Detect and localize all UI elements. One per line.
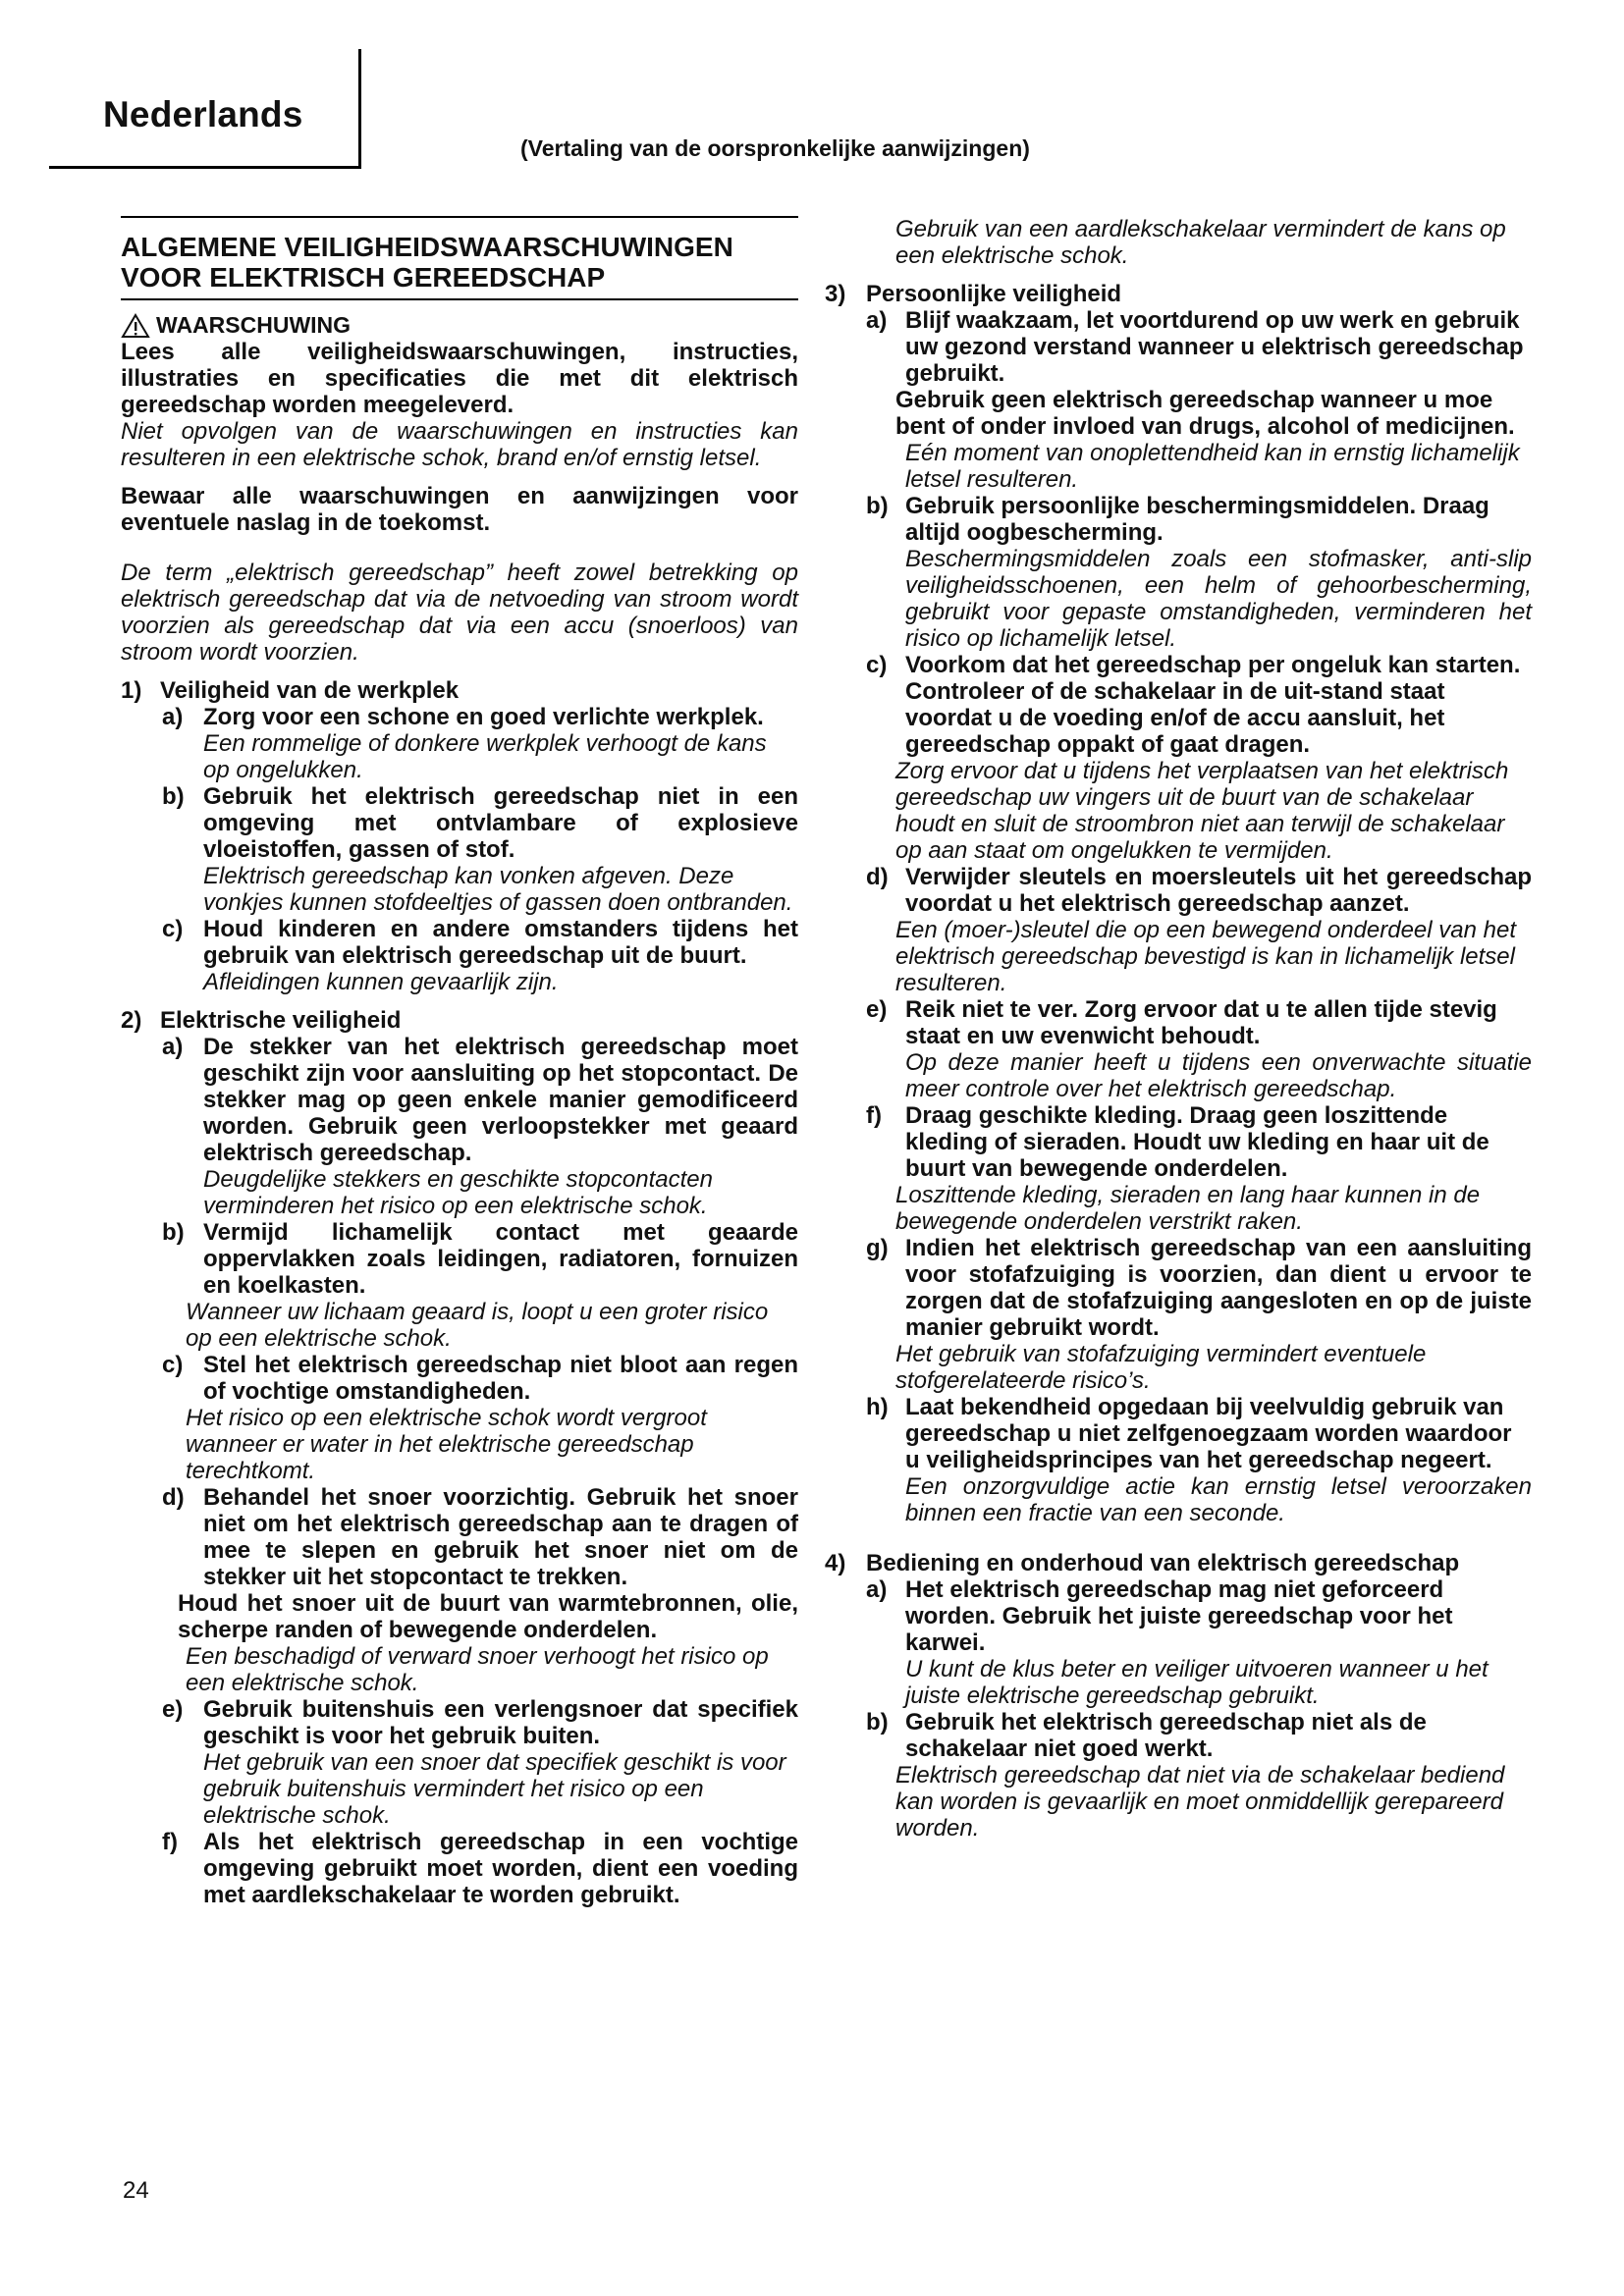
item-note: Elektrisch gereedschap kan vonken afgeven. Deze vonkjes kunnen stofdeeltjes of gassen doen ontbranden. [203, 863, 793, 916]
item-bold-text: Laat bekendheid opgedaan bij veelvuldig gebruik van gereedschap u niet zelfgenoegzaam worden waardoor u veiligheidsprincipes van het gereedschap negeert. [905, 1394, 1512, 1473]
term-definition-text: De term „elektrisch gereedschap” heeft zowel betrekking op elektrisch gereedschap dat via de netvoeding van stroom wordt voorzien als gereedschap dat via een accu (snoerloos) van stroom wordt voorzien. [121, 560, 798, 666]
item-note: Deugdelijke stekkers en geschikte stopcontacten verminderen het risico op een elektrische schok. [203, 1166, 713, 1219]
list-item [162, 1829, 798, 1908]
item-label: c) [162, 1352, 184, 1378]
item-label: c) [162, 916, 184, 942]
warning-bold-text: Lees alle veiligheidswaarschuwingen, instructies, illustraties en specificaties die met dit elektrisch gereedschap worden meegeleverd. [121, 339, 798, 418]
list-item [866, 1576, 1532, 1709]
item-note: Zorg ervoor dat u tijdens het verplaatsen van het elektrisch gereedschap uw vingers uit de buurt van de schakelaar houdt en sluit de stroombron niet aan terwijl de schakelaar op aan staat om ongelukken te vermijden. [895, 758, 1509, 864]
section-title: Bediening en onderhoud van elektrisch gereedschap [866, 1550, 1460, 1576]
list-item [866, 493, 1532, 652]
item-bold-text: Reik niet te ver. Zorg ervoor dat u te allen tijde stevig staat en uw evenwicht behoudt. [905, 996, 1497, 1049]
item-bold-text: Verwijder sleutels en moersleutels uit het gereedschap voordat u het elektrisch gereedschap aanzet. [905, 864, 1532, 917]
section-3-heading [825, 281, 1532, 307]
item-bold-text: Als het elektrisch gereedschap in een vochtige omgeving gebruikt moet worden, dient een voeding met aardlekschakelaar te worden gebruikt. [203, 1829, 798, 1908]
item-bold-text: Vermijd lichamelijk contact met geaarde oppervlakken zoals leidingen, radiatoren, fornuizen en koelkasten. [203, 1219, 798, 1299]
item-bold-text: Behandel het snoer voorzichtig. Gebruik het snoer niet om het elektrisch gereedschap aan te dragen of mee te slepen en gebruik het snoer niet om de stekker uit het stopcontact te trekken. [203, 1484, 798, 1590]
item-note: Gebruik van een aardlekschakelaar vermindert de kans op een elektrische schok. [895, 216, 1506, 269]
item-bold-text: Blijf waakzaam, let voortdurend op uw werk en gebruik uw gezond verstand wanneer u elektrisch gereedschap gebruikt. [905, 307, 1524, 387]
item-label: e) [866, 996, 888, 1023]
left-column [121, 216, 798, 1908]
item-note: Een rommelige of donkere werkplek verhoogt de kans op ongelukken. [203, 730, 767, 783]
item-note: U kunt de klus beter en veiliger uitvoeren wanneer u het juiste elektrische gereedschap gebruikt. [905, 1656, 1489, 1709]
warning-label: WAARSCHUWING [156, 312, 352, 338]
page-number: 24 [123, 2177, 149, 2204]
section-1-heading [121, 677, 798, 704]
right-column [825, 216, 1532, 1842]
list-item [866, 1102, 1532, 1182]
section-title: Elektrische veiligheid [160, 1007, 402, 1034]
item-note: Elektrisch gereedschap dat niet via de schakelaar bediend kan worden is gevaarlijk en moet onmiddellijk gerepareerd worden. [895, 1762, 1505, 1842]
list-item [866, 1709, 1532, 1762]
item-note: Afleidingen kunnen gevaarlijk zijn. [203, 969, 559, 995]
section-number: 2) [121, 1007, 142, 1034]
list-item [162, 1034, 798, 1219]
item-label: e) [162, 1696, 184, 1723]
warning-italic-text: Niet opvolgen van de waarschuwingen en instructies kan resulteren in een elektrische schok, brand en/of ernstig letsel. [121, 418, 798, 471]
list-item [162, 783, 798, 916]
item-bold-text: Gebruik buitenshuis een verlengsnoer dat specifiek geschikt is voor het gebruik buiten. [203, 1696, 798, 1749]
section-2-heading [121, 1007, 798, 1034]
item-label: a) [866, 1576, 888, 1603]
list-item [162, 1219, 798, 1299]
item-bold-text: Stel het elektrisch gereedschap niet bloot aan regen of vochtige omstandigheden. [203, 1352, 798, 1405]
list-item [162, 1352, 798, 1405]
item-label: b) [162, 1219, 185, 1246]
list-item [162, 704, 798, 783]
item-note: Wanneer uw lichaam geaard is, loopt u een groter risico op een elektrische schok. [186, 1299, 769, 1352]
section-number: 3) [825, 281, 846, 307]
item-label: c) [866, 652, 888, 678]
keep-instructions-text: Bewaar alle waarschuwingen en aanwijzingen voor eventuele naslag in de toekomst. [121, 483, 798, 536]
item-note: Een onzorgvuldige actie kan ernstig letsel veroorzaken binnen een fractie van een seconde. [905, 1473, 1532, 1526]
item-label: f) [162, 1829, 178, 1855]
list-item [866, 864, 1532, 917]
item-bold-text: De stekker van het elektrisch gereedschap moet geschikt zijn voor aansluiting op het stopcontact. De stekker mag op geen enkele manier gemodificeerd worden. Gebruik geen verloopstekker met geaard elektrisch gereedschap. [203, 1034, 798, 1166]
list-item [866, 307, 1532, 387]
list-item [866, 1235, 1532, 1341]
section-number: 4) [825, 1550, 846, 1576]
item-bold-text: Gebruik het elektrisch gereedschap niet in een omgeving met ontvlambare of explosieve vloeistoffen, gassen of stof. [203, 783, 798, 863]
item-note: Beschermingsmiddelen zoals een stofmasker, anti-slip veiligheidsschoenen, een helm of gehoorbescherming, gebruikt voor gepaste omstandigheden, verminderen het risico op lichamelijk letsel. [905, 546, 1532, 652]
item-bold-text: Het elektrisch gereedschap mag niet geforceerd worden. Gebruik het juiste gereedschap voor het karwei. [905, 1576, 1453, 1656]
warning-triangle-icon [121, 313, 150, 339]
list-item [866, 652, 1532, 758]
translation-subtitle: (Vertaling van de oorspronkelijke aanwijzingen) [520, 135, 1030, 161]
item-label: b) [162, 783, 185, 810]
item-label: a) [866, 307, 888, 334]
item-label: g) [866, 1235, 889, 1261]
item-bold-text: Zorg voor een schone en goed verlichte werkplek. [203, 704, 764, 730]
item-bold-text: Indien het elektrisch gereedschap van een aansluiting voor stofafzuiging is voorzien, dan dient u ervoor te zorgen dat de stofafzuiging aangesloten en op de juiste manier gebruikt wordt. [905, 1235, 1532, 1341]
list-item [162, 1484, 798, 1590]
item-note: Eén moment van onoplettendheid kan in ernstig lichamelijk letsel resulteren. [905, 440, 1520, 493]
language-title: Nederlands [103, 94, 303, 134]
item-bold-text: Draag geschikte kleding. Draag geen loszittende kleding of sieraden. Houdt uw kleding en haar uit de buurt van bewegende onderdelen. [905, 1102, 1489, 1182]
item-label: b) [866, 1709, 889, 1735]
item-note: Een beschadigd of verward snoer verhoogt het risico op een elektrische schok. [186, 1643, 769, 1696]
item-bold-text: Gebruik het elektrisch gereedschap niet als de schakelaar niet goed werkt. [905, 1709, 1427, 1762]
item-bold-text: Voorkom dat het gereedschap per ongeluk kan starten. Controleer of de schakelaar in de uit-stand staat voordat u de voeding en/of de accu aansluit, het gereedschap oppakt of gaat dragen. [905, 652, 1521, 758]
item-bold-text: Gebruik persoonlijke beschermingsmiddelen. Draag altijd oogbescherming. [905, 493, 1489, 546]
list-item [162, 1696, 798, 1829]
list-item [866, 996, 1532, 1102]
item-label: d) [162, 1484, 185, 1511]
item-note: Een (moer-)sleutel die op een bewegend onderdeel van het elektrisch gereedschap bevestigd is kan in lichamelijk letsel resulteren. [895, 917, 1516, 996]
item-note: Op deze manier heeft u tijdens een onverwachte situatie meer controle over het elektrisch gereedschap. [905, 1049, 1532, 1102]
item-label: a) [162, 1034, 184, 1060]
item-label: d) [866, 864, 889, 890]
item-label: b) [866, 493, 889, 519]
item-label: a) [162, 704, 184, 730]
item-note: Het risico op een elektrische schok wordt vergroot wanneer er water in het elektrische gereedschap terechtkomt. [186, 1405, 707, 1484]
section-4-heading [825, 1550, 1532, 1576]
item-note: Loszittende kleding, sieraden en lang haar kunnen in de bewegende onderdelen verstrikt raken. [895, 1182, 1481, 1235]
item-label: h) [866, 1394, 889, 1420]
section-title: Persoonlijke veiligheid [866, 281, 1122, 307]
item-label: f) [866, 1102, 882, 1129]
section-number: 1) [121, 677, 142, 704]
list-item [866, 1394, 1532, 1526]
section-heading: ALGEMENE VEILIGHEIDSWAARSCHUWINGEN VOOR ELEKTRISCH GEREEDSCHAP [121, 218, 798, 300]
item-bold-text: Gebruik geen elektrisch gereedschap wanneer u moe bent of onder invloed van drugs, alcohol of medicijnen. [895, 387, 1515, 440]
item-bold-text: Houd kinderen en andere omstanders tijdens het gebruik van elektrisch gereedschap uit de buurt. [203, 916, 798, 969]
item-note: Het gebruik van een snoer dat specifiek geschikt is voor gebruik buitenshuis vermindert het risico op een elektrische schok. [203, 1749, 786, 1829]
warning-row [121, 312, 798, 339]
item-bold-text: Houd het snoer uit de buurt van warmtebronnen, olie, scherpe randen of bewegende onderdelen. [178, 1590, 798, 1643]
section-title: Veiligheid van de werkplek [160, 677, 460, 704]
list-item [162, 916, 798, 995]
item-note: Het gebruik van stofafzuiging vermindert eventuele stofgerelateerde risico’s. [895, 1341, 1427, 1394]
